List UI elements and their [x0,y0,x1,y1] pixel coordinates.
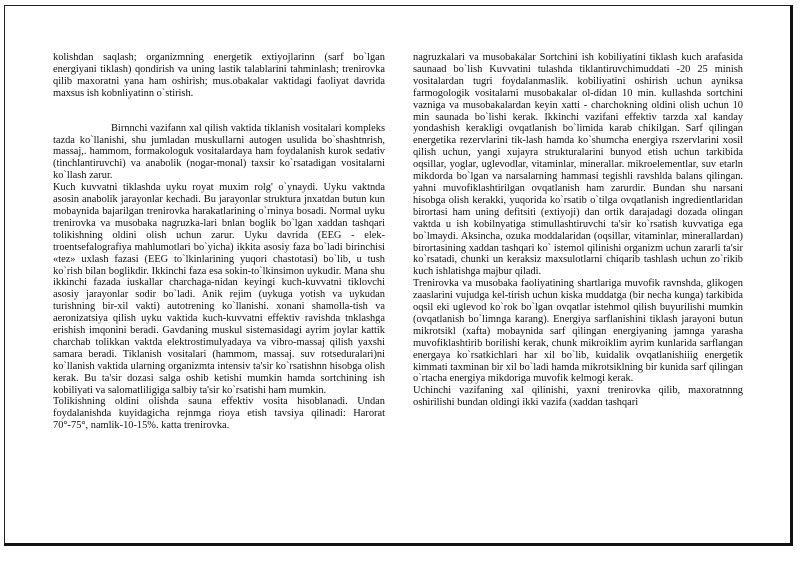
right-paragraph-2: Trenirovka va musobaka faoliyatining shartlariga muvofik ravnshda, glikogen zaaslarini vujudga kel-tirish uchun kiska muddatga (bir necha kunga) tarkibida oqsil eki uglevod ko`rok bo`lgan ovqatlar istehmol qilish buyurilishi mumkin (ovqatlanish bo`limnga karang). Energiya sarflanishini tiklash jarayoni butun mikrotsikl (xafta) mobaynida sarf qilingan energiyaning jamnga yarasha muvofiklashtirib borilishi kerak, chunk mikroiklim ayrim kunlarida sarflangan energaya ko`rsatkichlari har xil bo`lib, kuidalik ovqatlanishiiig energetik kimmati taxminan bir xil bo`ladi hamda mikrotsiklning bir kunida sarf qilingan o`rtacha energiya mikdoriga muvofik kelmogi kerak. [413,278,743,385]
right-paragraph-3: Uchinchi vazifaning xal qilinishi, yaxni trenirovka qilib, maxoratnnng oshirilishi bundan oldingi ikki vazifa (xaddan tashqari [413,385,743,409]
right-column [413,52,743,409]
left-paragraph-3: Kuch kuvvatni tiklashda uyku royat muxim rolg' o`ynaydi. Uyku vaktnda asosin anabolik jarayonlar kechadi. Bu jarayonlar struktura jnxatdan butun kun mobaynida bajarilgan trenirovka harakatlarining o`rninya bosadi. Normal uyku trenirovka va musobaka nagruzka-lari bnlan boglik bo`lgan xaddan tashqari tolikishning oldini olish uchun zarur. Uyku davrida (EEG - elek-troentsefalografiya mahlumotlari bo`yicha) ikkita asosiy faza bo`ladi birinchisi «tez» uxlash fazasi (EEG to`lkinlarining yuqori chastotasi) bo`lib, u tush ko`rish bilan boglikdir. Ikkinchi faza esa sokin-to`lkinsimon uykudir. Mana shu ikkinchi fazada iuskallar charchaga-nidan keyingi kuch-kuvvatni tiklovchi asosiy jarayonlar sodir bo`ladi. Anik rejim (uykuga yotish va uykudan turishning bir-xil vakti) autotrening ko`llanishi. xonani shamolla-tish va aeronizatsiya qilish uyku vaktida kuch-kuvvatni effektiv ravishda tnklashga erishish imqonini beradi. Gavdaning muskul sistemasidagi ayrim joylar kattik charchab tolikkan vaktda elektrostimulyadaya va vibro-massaj qilish yaxshi samara beradi. Tiklanish vositalari (hammom, massaj. suv rotseduralari)ni ko`llanish vaktida ularning organizmta intensiv ta'sir ko`rsatishnn hisobga olish kerak. Bu ta'sir dozasi salga oshib ketishi mumkin hamda sortchining ish kobiliyati va salomatliligiga salbiy ta'sir ko`rsatishi ham mumkin. [53,182,385,396]
left-paragraph-2: Birnnchi vazifann xal qilish vaktida tiklanish vositalari kompleks tazda ko`llanishi, shu jumladan muskullarni autogen usulida bo`shashtnrish, massaj,. hammom, formakologuk vositalardaya ham foydalanish kurok sedativ (tinchlantiruvchi) va anabolik (nogar-monal) taxsir ko`rsatadigan vositalarni ko`llash zarur. [53,122,385,182]
left-paragraph-1: kolishdan saqlash; organizmning energetik extiyojlarinn (sarf bo`lgan energiyani tiklash) qondirish va uning lastik talablarini tahminlash; trenirovka qilib maxoratni yana ham oshirish; mus.obakalar vaktidagi faoliyat davrida maxsus ish kobnliyatinn o`stirish. [53,52,385,99]
right-paragraph-1: nagruzkalari va musobakalar Sortchini ish kobiliyatini tiklash kuch arafasida saunaad bo`lish Kuvvatini tulashda tiklantiruvchimuddati -20 25 minish vositalardan tugri foydalanmaslik. kobiliyatini oshirish uchun ayniksa farmogologik vositalarni musobakalar ol-didan 10 min. kullashda sortchini vazniga va musobakalardan keyin xatti - charchokning oldini olish uchun 10 min saunada bo`lishi kerak. Ikkinchi vazifani effektiv tarzda xal kanday yondashish kerakligi ovqatlanish bo`limida karab chikilgan. Sarf qilingan energetika rezervlarini tik-lash hamda ko`shumcha energiya rszervlarini xosil qilish uchun, yangi xujayra strukturalarini bunyod etish uchun tarkibida oqsillar, yoglar, uglevodlar, vitaminlar, minerallar. mikroelementlar, suv etarln mikdorda bo`lgan va narsalarning hammasi tegishli ravshlda balans qilingan. yahni muvofiklashtirilgan ovqatlanish ham zarurdir. Bundan shu narsani hisobga olish kerakki, yuqorida ko`rsatib o`tilga ovqatlanish ingredientlaridan birortasi ham uning defitsiti (extiyoji) dan ortik darajadagi dozada olingan vaktda u ish kobilnyatiga stimullashtiruvchi ta'sir ko`rsatish kuvvatiga ega bo`lmaydi. Aksincha, ozuka moddalaridan (oqsillar, vitaminlar, minerallardan) birortasining xaddan tashqari ko` istemol qilinishi organizm uchun zararli ta'sir ko`rsatadi, chunki un keraksiz maxsulotlarni chiqarib tashlash uchun zo`rikib kuch ishlatishga majbur qiladi. [413,52,743,278]
left-paragraph-4: Tolikishning oldini olishda sauna effektiv vosita hisoblanadi. Undan foydalanishda kuyidagicha rejnmga rioya etish tavsiya qilinadi: Harorat 70°-75°, namlik-10-15%. katta trenirovka. [53,396,385,432]
left-column [53,52,385,432]
